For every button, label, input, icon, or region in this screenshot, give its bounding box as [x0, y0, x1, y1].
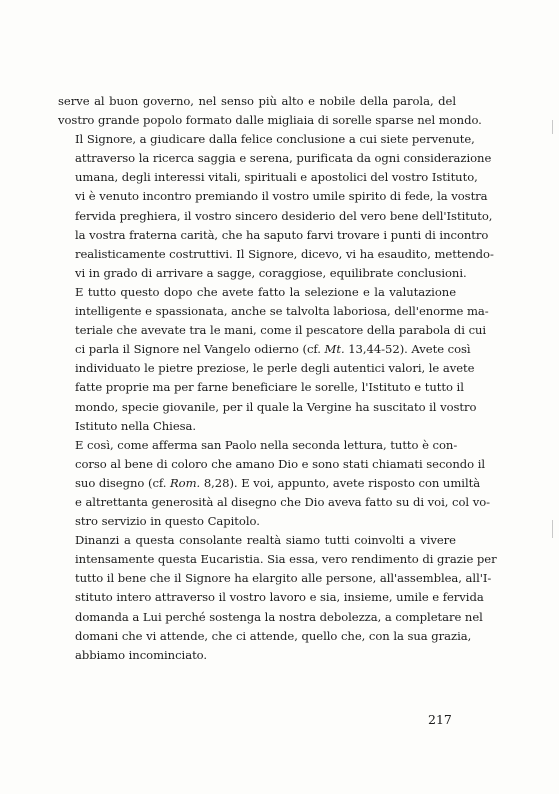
text-line: attraverso la ricerca saggia e serena, purificata da ogni considerazione: [75, 151, 492, 166]
text-line: Dinanzi a questa consolante realtà siamo tutti coinvolti a vivere: [75, 533, 456, 548]
scan-edge-mark: [552, 520, 553, 538]
text-line: stro servizio in questo Capitolo.: [75, 514, 260, 529]
paragraph-4: [58, 436, 491, 531]
page-number: 217: [428, 712, 452, 727]
text-line: individuato le pietre preziose, le perle degli autentici valori, le avete: [75, 361, 475, 376]
paragraph-3: [58, 283, 489, 436]
text-line: ci parla il Signore nel Vangelo odierno (cf. Mt. 13,44-52). Avete così: [75, 342, 471, 357]
text-line: serve al buon governo, nel senso più alto e nobile della parola, del: [58, 94, 456, 108]
text-line: e altrettanta generosità al disegno che Dio aveva fatto su di voi, col vo-: [75, 494, 491, 509]
text-line: stituto intero attraverso il vostro lavoro e sia, insieme, umile e fervida: [75, 590, 484, 605]
text-line: Istituto nella Chiesa.: [75, 418, 197, 433]
text-line: vi in grado di arrivare a sagge, coraggiose, equilibrate conclusioni.: [75, 265, 467, 280]
text-line: intelligente e spassionata, anche se talvolta laboriosa, dell'enorme ma-: [75, 304, 489, 319]
text-line: E così, come afferma san Paolo nella seconda lettura, tutto è con-: [75, 437, 458, 452]
text-line: domanda a Lui perché sostenga la nostra debolezza, a completare nel: [75, 609, 483, 624]
text-line: mondo, specie giovanile, per il quale la Vergine ha suscitato il vostro: [75, 399, 477, 414]
paragraph-2: [58, 130, 494, 283]
text-line: umana, degli interessi vitali, spirituali e apostolici del vostro Istituto,: [75, 170, 478, 185]
scan-edge-mark: [552, 120, 553, 134]
text-line: domani che vi attende, che ci attende, quello che, con la sua grazia,: [75, 628, 472, 643]
text-line: la vostra fraterna carità, che ha saputo farvi trovare i punti di incontro: [75, 227, 489, 242]
text-line: teriale che avevate tra le mani, come il pescatore della parabola di cui: [75, 323, 487, 338]
text-line: abbiamo incominciato.: [75, 647, 208, 662]
text-line: Il Signore, a giudicare dalla felice conclusione a cui siete pervenute,: [75, 132, 475, 147]
text-line: tutto il bene che il Signore ha elargito alle persone, all'assemblea, all'I-: [75, 571, 492, 586]
text-line: suo disegno (cf. Rom. 8,28). E voi, appunto, avete risposto con umiltà: [75, 475, 481, 490]
text-line: E tutto questo dopo che avete fatto la selezione e la valutazione: [75, 284, 456, 299]
paragraph-1: [58, 92, 482, 130]
paragraph-5: [58, 531, 497, 665]
body-text: [58, 92, 497, 665]
text-line: fervida preghiera, il vostro sincero desiderio del vero bene dell'Istituto,: [75, 208, 493, 223]
text-line: intensamente questa Eucaristia. Sia essa, vero rendimento di grazie per: [75, 552, 497, 567]
text-line: corso al bene di coloro che amano Dio e sono stati chiamati secondo il: [75, 456, 486, 471]
text-line: vi è venuto incontro premiando il vostro umile spirito di fede, la vostra: [75, 189, 488, 204]
text-line: vostro grande popolo formato dalle migliaia di sorelle sparse nel mondo.: [58, 113, 482, 128]
text-line: realisticamente costruttivi. Il Signore, dicevo, vi ha esaudito, mettendo-: [75, 246, 494, 261]
text-line: fatte proprie ma per farne beneficiare le sorelle, l'Istituto e tutto il: [75, 380, 464, 395]
